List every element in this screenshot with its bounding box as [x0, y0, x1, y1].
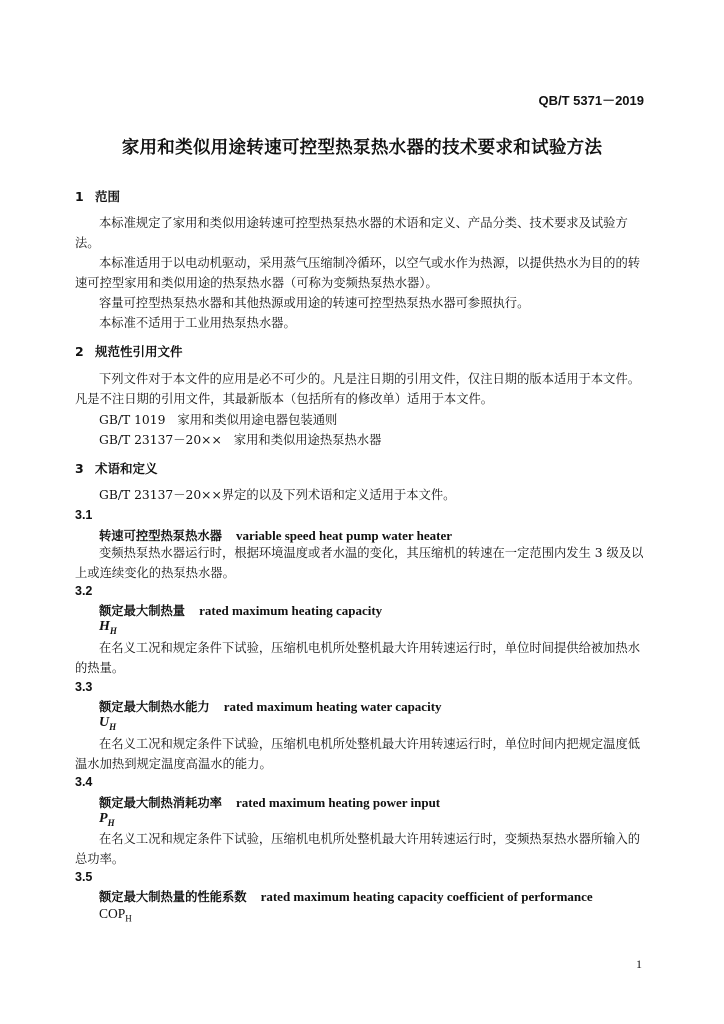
term-heading	[99, 601, 382, 619]
clause-number: 3.2	[75, 584, 93, 598]
paragraph: GB/T 23137－20××界定的以及下列术语和定义适用于本文件。	[99, 488, 456, 502]
term-symbol: $P_H$	[99, 811, 115, 828]
reference-title: 家用和类似用途电器包装通则	[177, 413, 338, 427]
section-title: 术语和定义	[95, 461, 158, 476]
reference-title: 家用和类似用途热泵热水器	[233, 433, 382, 447]
term-definition: 变频热泵热水器运行时，根据环境温度或者水温的变化，其压缩机的转速在一定范围内发生 3 级及以上或连续变化的热泵热水器。	[75, 546, 644, 580]
reference-code: GB/T 23137－20××	[99, 433, 222, 447]
term-zh: 额定最大制热消耗功率	[99, 796, 222, 810]
section-number: 2	[75, 344, 84, 359]
term-definition: 在名义工况和规定条件下试验，压缩机电机所处整机最大许用转速运行时，单位时间提供给被加热水的热量。	[75, 641, 641, 675]
paragraph: 容量可控型热泵热水器和其他热源或用途的转速可控型热泵热水器可参照执行。	[99, 296, 530, 310]
clause-number: 3.5	[75, 870, 93, 884]
paragraph: 本标准规定了家用和类似用途转速可控型热泵热水器的术语和定义、产品分类、技术要求及试验方法。	[75, 216, 628, 250]
paragraph: 本标准适用于以电动机驱动，采用蒸气压缩制冷循环，以空气或水作为热源，以提供热水为目的的转速可控型家用和类似用途的热泵热水器（可称为变频热泵热水器）。	[75, 256, 641, 290]
section-title: 规范性引用文件	[95, 344, 183, 359]
term-en: rated maximum heating capacity coefficient of performance	[260, 889, 593, 904]
term-heading	[99, 526, 452, 544]
section-number: 1	[75, 189, 84, 204]
clause-number: 3.3	[75, 680, 93, 694]
reference-code: GB/T 1019	[99, 413, 166, 427]
paragraph: 下列文件对于本文件的应用是必不可少的。凡是注日期的引用文件，仅注日期的版本适用于本文件。凡是不注日期的引用文件，其最新版本（包括所有的修改单）适用于本文件。	[75, 372, 641, 406]
section-title: 范围	[95, 189, 121, 204]
term-en: rated maximum heating water capacity	[223, 699, 442, 714]
page-number: 1	[636, 957, 642, 971]
term-zh: 额定最大制热量	[99, 604, 186, 618]
clause-number: 3.4	[75, 775, 93, 789]
term-zh: 额定最大制热水能力	[99, 700, 210, 714]
term-heading	[99, 697, 442, 715]
term-en: variable speed heat pump water heater	[235, 528, 453, 543]
term-zh: 转速可控型热泵热水器	[99, 529, 222, 543]
term-definition: 在名义工况和规定条件下试验，压缩机电机所处整机最大许用转速运行时，变频热泵热水器所输入的总功率。	[75, 832, 641, 866]
section-1-heading	[75, 187, 120, 205]
term-zh: 额定最大制热量的性能系数	[99, 890, 247, 904]
reference-item	[99, 430, 381, 448]
term-symbol: $COP_H$	[99, 906, 132, 924]
term-symbol: $H_H$	[99, 619, 117, 636]
clause-number: 3.1	[75, 508, 93, 522]
term-heading	[99, 887, 593, 905]
section-3-heading	[75, 459, 158, 477]
term-symbol: $U_H$	[99, 715, 117, 732]
reference-item	[99, 410, 337, 428]
section-2-heading	[75, 342, 183, 360]
term-en: rated maximum heating capacity	[199, 603, 383, 618]
term-definition: 在名义工况和规定条件下试验，压缩机电机所处整机最大许用转速运行时，单位时间内把规定温度低温水加热到规定温度高温水的能力。	[75, 737, 641, 771]
section-number: 3	[75, 461, 84, 476]
term-heading	[99, 793, 440, 811]
term-en: rated maximum heating power input	[235, 795, 441, 810]
document-title: 家用和类似用途转速可控型热泵热水器的技术要求和试验方法	[121, 138, 603, 158]
standard-code: QB/T 5371－2019	[538, 93, 644, 108]
paragraph: 本标准不适用于工业用热泵热水器。	[99, 316, 296, 330]
